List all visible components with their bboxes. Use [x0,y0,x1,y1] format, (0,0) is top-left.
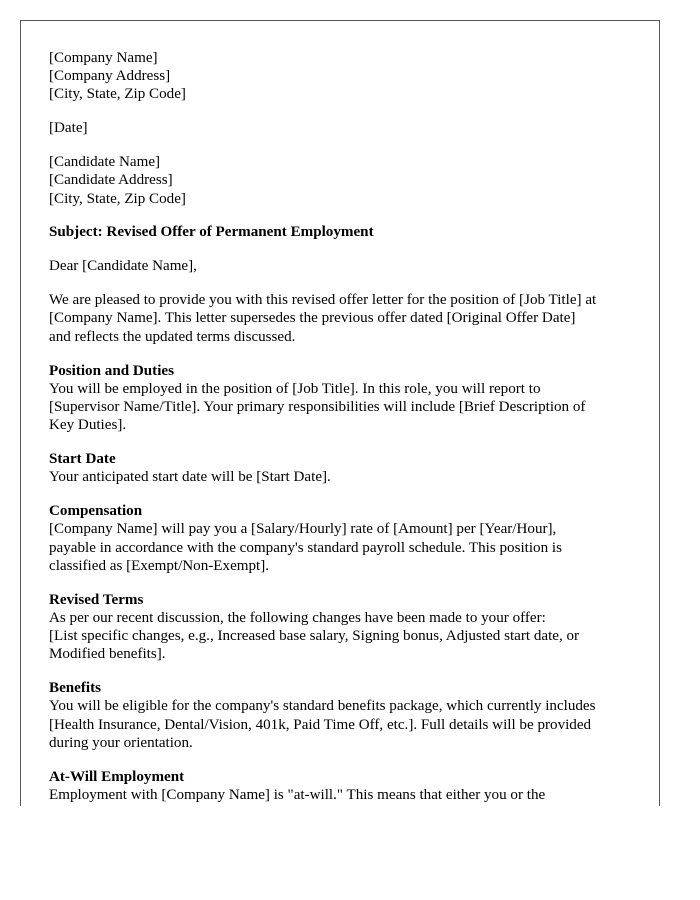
letter-body [49,49,634,806]
salutation-block [49,257,634,275]
section-heading: Benefits [49,680,101,697]
section-heading: Position and Duties [49,362,174,379]
section-line: payable in accordance with the company's standard payroll schedule. This position is [49,539,562,556]
letter-page [20,20,660,806]
sender-block [49,49,634,104]
section-line: Your anticipated start date will be [Start Date]. [49,469,331,486]
section-line: [Company Name] will pay you a [Salary/Hourly] rate of [Amount] per [Year/Hour], [49,521,557,538]
letter-date: [Date] [49,120,88,137]
section-line: As per our recent discussion, the following changes have been made to your offer: [49,609,546,626]
intro-line: and reflects the updated terms discussed. [49,328,296,345]
section-line: [List specific changes, e.g., Increased base salary, Signing bonus, Adjusted start date, or [49,628,580,645]
section-line: [Supervisor Name/Title]. Your primary responsibilities will include [Brief Description of [49,398,586,415]
section-start-date [49,450,634,486]
section-position-duties [49,362,634,435]
section-at-will [49,768,634,804]
section-line: Modified benefits]. [49,646,166,663]
section-revised-terms [49,591,634,664]
salutation: Dear [Candidate Name], [49,258,197,275]
section-line: Employment with [Company Name] is "at-will." This means that either you or the [49,786,546,803]
section-line: classified as [Exempt/Non-Exempt]. [49,557,270,574]
section-heading: At-Will Employment [49,768,185,785]
sender-city-state-zip: [City, State, Zip Code] [49,86,186,103]
section-compensation [49,502,634,575]
sender-address: [Company Address] [49,68,171,85]
recipient-city-state-zip: [City, State, Zip Code] [49,190,186,207]
recipient-address: [Candidate Address] [49,172,173,189]
intro-line: We are pleased to provide you with this revised offer letter for the position of [Job Title] at [49,292,597,309]
recipient-name: [Candidate Name] [49,154,161,171]
section-heading: Compensation [49,503,143,520]
recipient-block [49,153,634,208]
section-heading: Revised Terms [49,591,144,608]
date-block [49,119,634,137]
section-line: Key Duties]. [49,417,127,434]
section-line: You will be employed in the position of [Job Title]. In this role, you will report to [49,380,541,397]
section-line: [Health Insurance, Dental/Vision, 401k, Paid Time Off, etc.]. Full details will be provided [49,716,592,733]
section-benefits [49,679,634,752]
section-heading: Start Date [49,451,116,468]
section-line: during your orientation. [49,734,193,751]
sender-name: [Company Name] [49,50,158,66]
intro-paragraph [49,291,634,346]
subject-line: Subject: Revised Offer of Permanent Employment [49,224,374,241]
section-line: You will be eligible for the company's standard benefits package, which currently includes [49,698,596,715]
subject-block [49,223,634,241]
intro-line: [Company Name]. This letter supersedes the previous offer dated [Original Offer Date] [49,310,576,327]
